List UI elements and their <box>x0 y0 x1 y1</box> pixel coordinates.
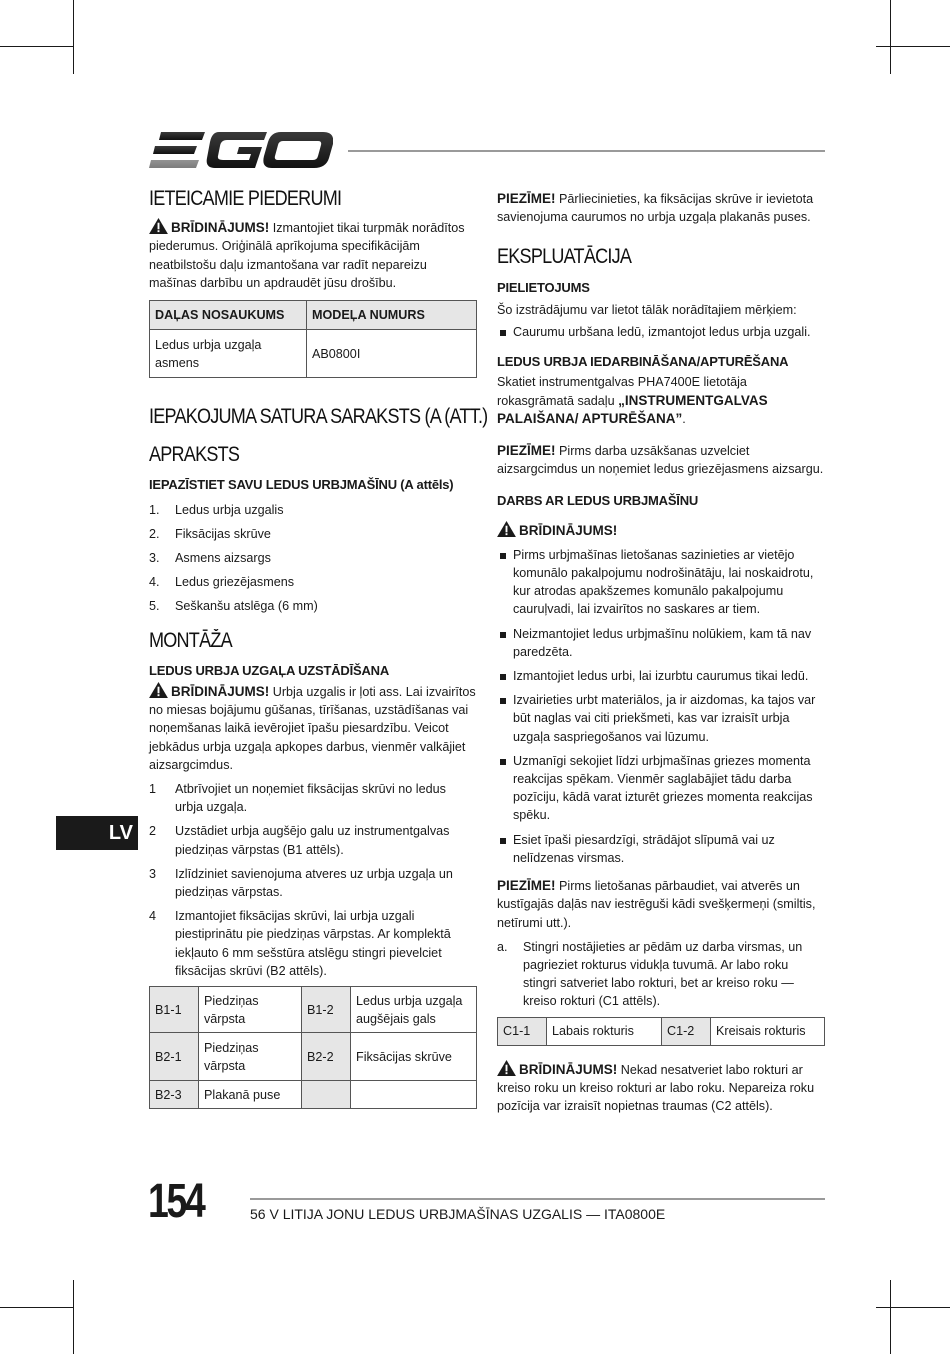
warning-paragraph <box>149 682 477 774</box>
table-cell: Piedziņas vārpsta <box>199 1033 302 1081</box>
crop-mark <box>73 1280 74 1354</box>
crop-mark <box>890 1280 891 1354</box>
list-item: a. Stingri nostājieties ar pēdām uz darba virsmas, un pagrieziet rokturus vidukļa tuvumā. Ar labo roku stingri satveriet labo rokturi, bet ar kreiso roku — kreiso rokturi (C1 attēls). <box>497 939 803 1009</box>
list-item: 2. Fiksācijas skrūve <box>149 526 271 541</box>
list-item: 1. Ledus urbja uzgalis <box>149 502 284 517</box>
right-column <box>497 190 825 1115</box>
table-cell: C1-1 <box>498 1017 547 1045</box>
list-item: Neizmantojiet ledus urbjmašīnu nolūkiem, kam tā nav paredzēta. <box>497 625 825 661</box>
safety-list <box>497 546 825 867</box>
crop-mark <box>0 1307 74 1308</box>
footer-rule <box>250 1198 825 1200</box>
crop-mark <box>876 46 950 47</box>
warning-label: BRĪDINĀJUMS! <box>519 1061 618 1077</box>
warning-paragraph: BRĪDINĀJUMS! Nekad nesatveriet labo rokturi ar kreiso roku un kreiso rokturi ar labo roku. Nepareiza roku pozīcija var izraisīt nopietnas traumas (C2 attēls). <box>497 1061 815 1113</box>
warning-paragraph <box>149 218 477 292</box>
table-cell <box>302 1081 351 1109</box>
figure-c-legend <box>497 1017 825 1046</box>
note-label: PIEZĪME! <box>497 443 556 459</box>
table-cell: Ledus urbja uzgaļa augšējais gals <box>351 987 477 1033</box>
warning-label: BRĪDINĀJUMS! <box>171 220 270 236</box>
subsection-title: DARBS AR LEDUS URBJMAŠĪNU <box>497 493 699 509</box>
list-item: 4 Izmantojiet fiksācijas skrūvi, lai urbja uzgali piestiprinātu pie piedziņas vārpstas. Ar komplektā iekļauto 6 mm sešstūra atslēgu stingri pievelciet fiksācijas skrūvi (B2 attēls). <box>149 909 451 978</box>
table-cell: B2-3 <box>150 1081 199 1109</box>
warning-text: Izmantojiet tikai turpmāk norādītos piederumus. Oriģinālā aprīkojuma specifikācijām neatbilstošu daļu izmantošana var radīt nepareizu mašīnas darbību un apdraudēt jūsu drošību. <box>149 221 465 290</box>
warning-text: Urbja uzgalis ir ļoti ass. Lai izvairītos no miesas bojājumu gūšanas, tīrīšanas, uzstādīšanas vai noņemšanas laikā ievērojiet īpašu piesardzību. Veicot jebkādus urbja uzgaļa apkopes darbus, vienmēr valkājiet aizsargcimdus. <box>149 685 476 772</box>
header-rule <box>348 150 825 152</box>
table-header: DAĻAS NOSAUKUMS <box>150 301 307 330</box>
section-title: IETEICAMIE PIEDERUMI <box>149 187 342 210</box>
usage-list <box>497 323 825 341</box>
table-cell: AB0800I <box>307 330 477 378</box>
warning-label: BRĪDINĀJUMS! <box>519 522 618 538</box>
section-title: IEPAKOJUMA SATURA SARAKSTS (A (ATT.) <box>149 405 488 429</box>
list-item: 3. Asmens aizsargs <box>149 551 271 566</box>
list-item: Pirms urbjmašīnas lietošanas sazinieties ar vietējo komunālo pakalpojumu nodrošinātāju, lai noskaidrotu, kur atrodas apakšzemes komunālo pakalpojumu cauruļvadi, lai izvairītos no saskares ar tiem. <box>497 546 825 619</box>
note-paragraph: PIEZĪME! Pārliecinieties, ka fiksācijas skrūve ir ievietota savienojuma caurumos no urbja uzgaļa plakanās puses. <box>497 191 814 225</box>
list-item: 4. Ledus griezējasmens <box>149 575 295 590</box>
table-cell: B1-1 <box>150 987 199 1033</box>
list-item: 5. Seškanšu atslēga (6 mm) <box>149 599 318 614</box>
accessories-table <box>149 300 477 378</box>
subsection-title: PIELIETOJUMS <box>497 279 590 295</box>
list-item: Izmantojiet ledus urbi, lai izurbtu caurumus tikai ledū. <box>497 667 825 685</box>
list-item: 3 Izlīdziniet savienojuma atveres uz urbja uzgaļa un piedziņas vārpstas. <box>149 866 453 900</box>
table-cell: B1-2 <box>302 987 351 1033</box>
parts-list <box>149 501 477 616</box>
ego-logo <box>149 128 333 173</box>
assembly-steps <box>149 780 477 980</box>
crop-mark <box>890 0 891 74</box>
section-title: APRAKSTS <box>149 443 240 467</box>
page-number: 154 <box>148 1175 204 1228</box>
footer-text: 56 V LITIJA JONU LEDUS URBJMAŠĪNAS UZGALIS — ITA0800E <box>250 1206 666 1222</box>
table-cell <box>351 1081 477 1109</box>
table-cell: Ledus urbja uzgaļa asmens <box>150 330 307 378</box>
warning-triangle-icon <box>149 218 168 234</box>
subsection-title: LEDUS URBJA UZGAĻA UZSTĀDĪŠANA <box>149 662 390 678</box>
table-header: MODEĻA NUMURS <box>307 301 477 330</box>
note-paragraph: PIEZĪME! Pirms lietošanas pārbaudiet, vai atverēs un kustīgajās daļās nav iestrēguši kādi svešķermeņi (smiltis, netīrumi utt.). <box>497 878 816 930</box>
crop-mark <box>876 1307 950 1308</box>
crop-mark <box>73 0 74 74</box>
paragraph: Skatiet instrumentgalvas PHA7400E lietotāja rokasgrāmatā sadaļu „INSTRUMENTGALVAS PALAIŠANA/ APTURĒŠANA”. <box>497 375 768 426</box>
table-cell: Fiksācijas skrūve <box>351 1033 477 1081</box>
table-cell: Piedziņas vārpsta <box>199 987 302 1033</box>
note-paragraph: PIEZĪME! Pirms darba uzsākšanas uzvelciet aizsargcimdus un noņemiet ledus griezējasmens aizsargu. <box>497 443 824 477</box>
subsection-title: IEPAZĪSTIET SAVU LEDUS URBJMAŠĪNU (A attēls) <box>149 477 454 493</box>
list-item: Izvairieties urbt materiālos, ja ir aizdomas, ka tajos var būt naglas vai citi priekšmeti, kas var izraisīt urbja uzgaļa saspriegošanos vai lūzumu. <box>497 691 825 746</box>
warning-triangle-icon <box>497 1060 516 1076</box>
language-tab: LV <box>56 816 138 850</box>
paragraph: Šo izstrādājumu var lietot tālāk norādītajiem mērķiem: <box>497 302 797 317</box>
section-title: EKSPLUATĀCIJA <box>497 245 632 269</box>
warning-triangle-icon <box>497 521 516 537</box>
left-column <box>149 187 488 1109</box>
step-list <box>497 938 825 1011</box>
section-title: MONTĀŽA <box>149 628 232 652</box>
subsection-title: LEDUS URBJA IEDARBINĀŠANA/APTURĒŠANA <box>497 354 789 370</box>
list-item: 2 Uzstādiet urbja augšējo galu uz instrumentgalvas piedziņas vārpstas (B1 attēls). <box>149 824 450 857</box>
table-cell: Plakanā puse <box>199 1081 302 1109</box>
list-item: Uzmanīgi sekojiet līdzi urbjmašīnas griezes momenta reakcijas spēkam. Vienmēr saglabājiet tādu darba pozīciju, kādā varat izturēt griezes momenta reakcijas spēku. <box>497 752 825 825</box>
table-cell: B2-2 <box>302 1033 351 1081</box>
crop-mark <box>0 46 74 47</box>
table-cell: Kreisais rokturis <box>711 1017 825 1045</box>
note-label: PIEZĪME! <box>497 191 556 206</box>
list-item: Esiet īpaši piesardzīgi, strādājot slīpumā vai uz nelīdzenas virsmas. <box>497 831 825 867</box>
figure-b-legend <box>149 986 477 1109</box>
warning-label: BRĪDINĀJUMS! <box>171 684 270 700</box>
warning-triangle-icon <box>149 682 168 698</box>
table-cell: C1-2 <box>662 1017 711 1045</box>
table-cell: B2-1 <box>150 1033 199 1081</box>
list-item: 1 Atbrīvojiet un noņemiet fiksācijas skrūvi no ledus urbja uzgaļa. <box>149 782 446 815</box>
list-item: Caurumu urbšana ledū, izmantojot ledus urbja uzgali. <box>497 323 825 341</box>
warning-heading <box>497 521 825 540</box>
table-cell: Labais rokturis <box>547 1017 662 1045</box>
note-label: PIEZĪME! <box>497 878 556 894</box>
